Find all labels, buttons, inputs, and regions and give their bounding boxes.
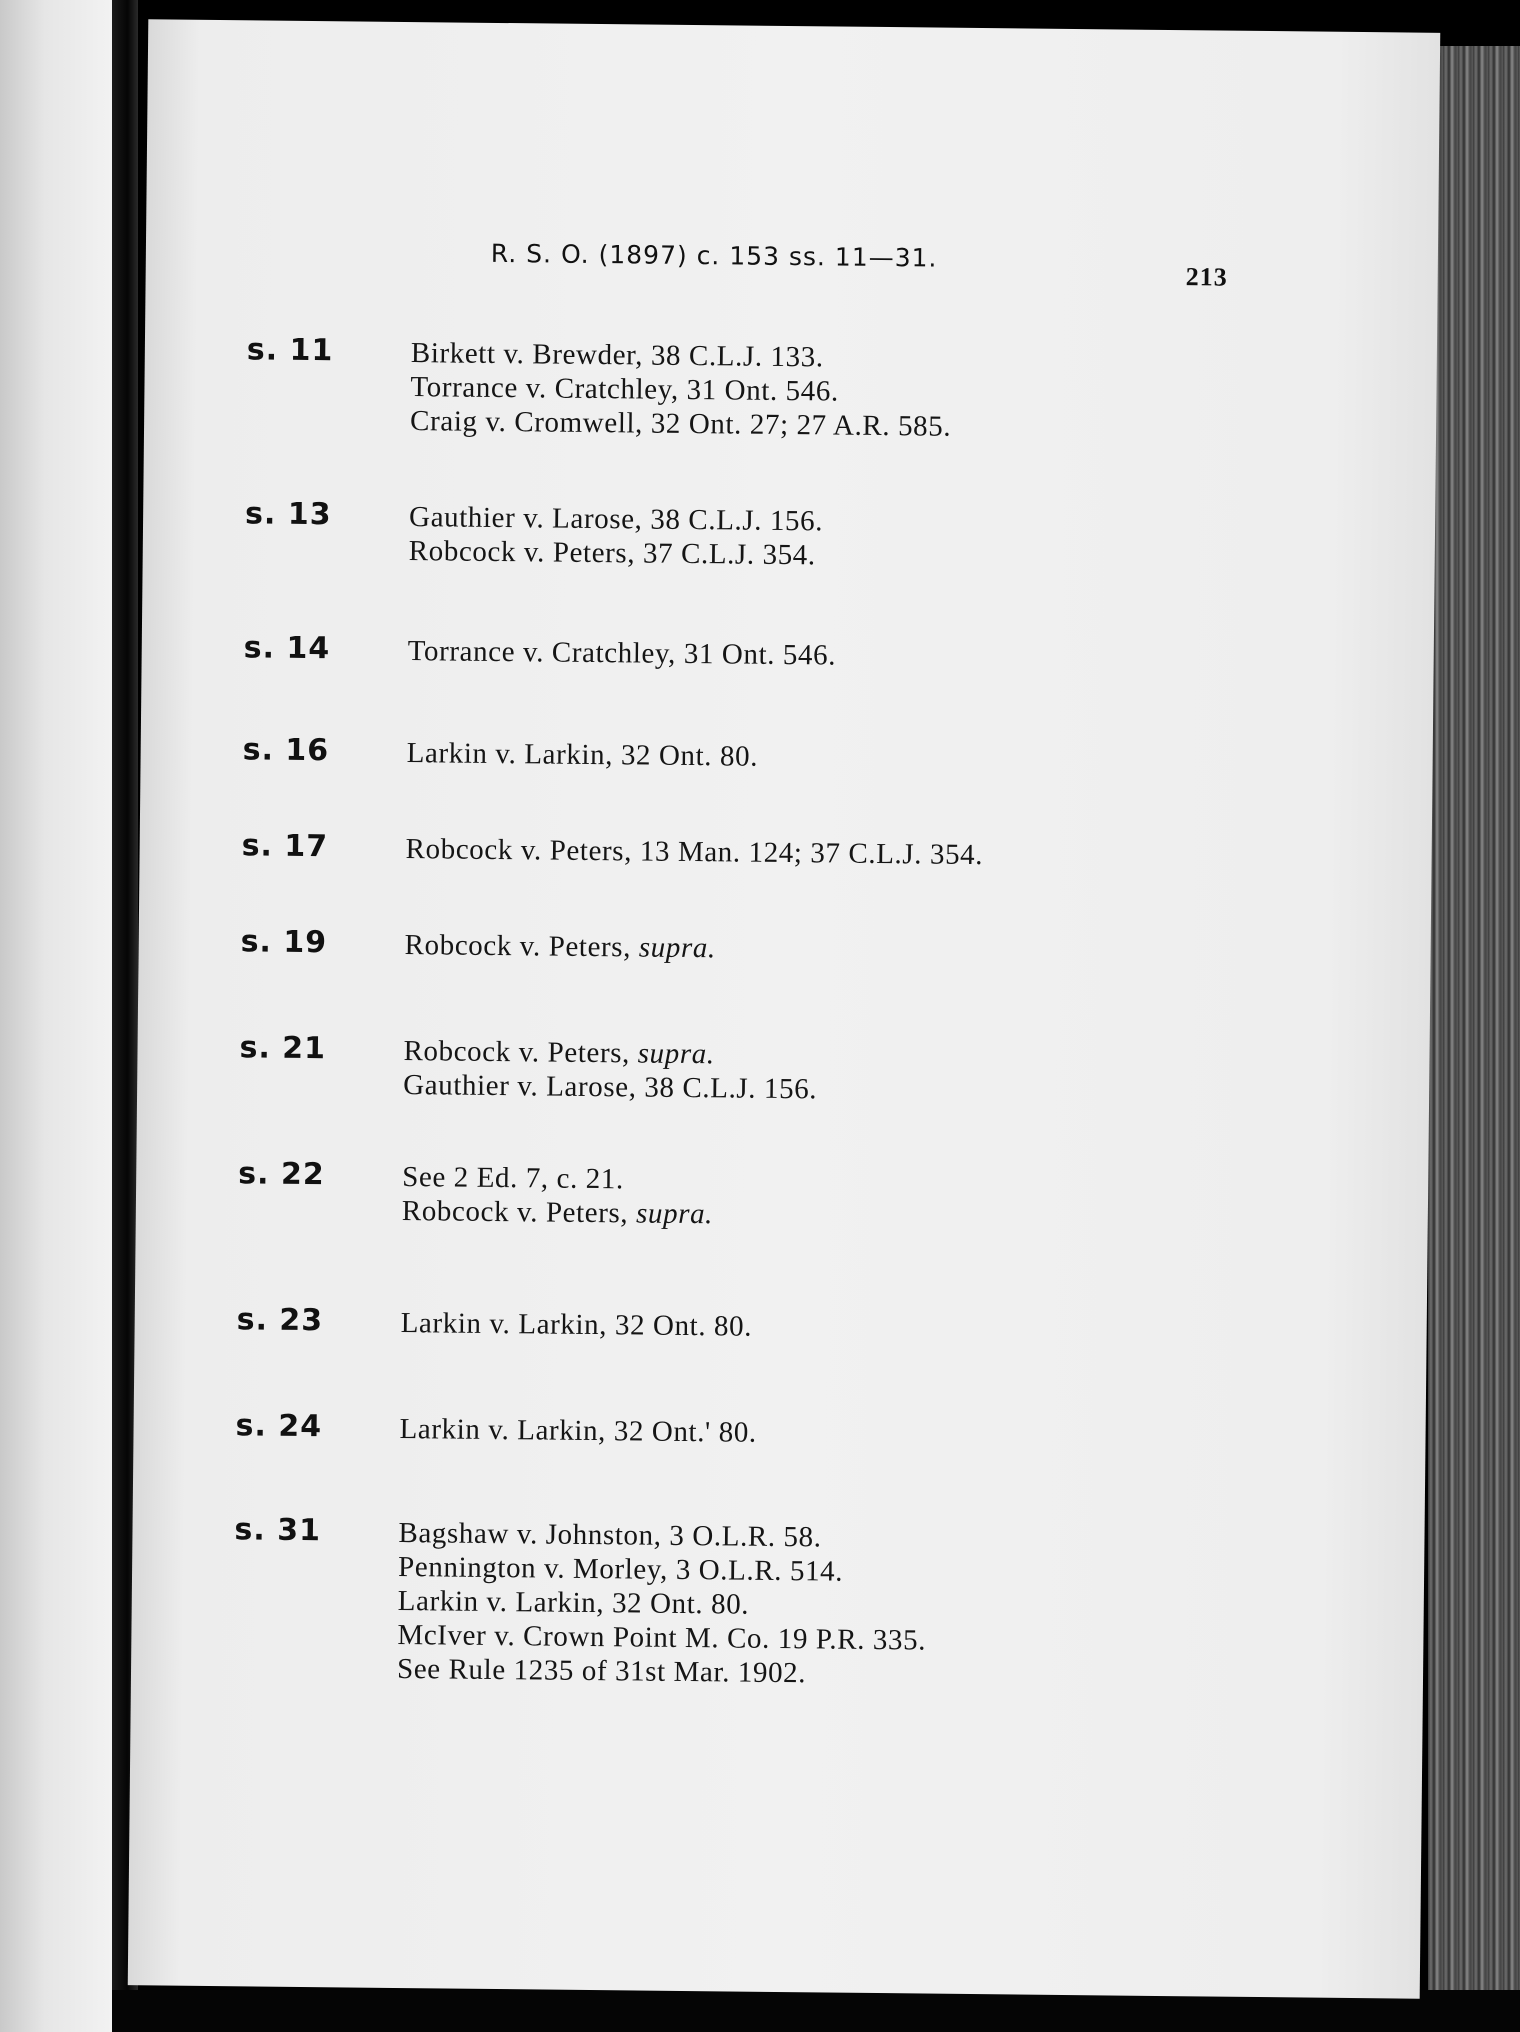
citation-line: Gauthier v. Larose, 38 C.L.J. 156. — [408, 501, 824, 538]
citation-line: See Rule 1235 of 31st Mar. 1902. — [396, 1652, 807, 1690]
citation-supra: supra. — [638, 931, 716, 965]
running-title: R. S. O. (1897) c. 153 ss. 11—31. — [490, 238, 938, 273]
citations — [405, 832, 983, 872]
citations — [399, 1412, 757, 1450]
citation-line: Bagshaw v. Johnston, 3 O.L.R. 58. — [398, 1516, 822, 1554]
citation-line: Torrance v. Cratchley, 31 Ont. 546. — [407, 635, 837, 672]
citations — [408, 634, 837, 672]
citations — [409, 500, 824, 572]
citation-text: Robcock v. Peters, — [403, 1035, 638, 1070]
citation-line: Birkett v. Brewder, 38 C.L.J. 133. — [410, 337, 824, 374]
section-entry — [145, 331, 1437, 443]
section-label: s. 22 — [238, 1156, 325, 1193]
citation-line — [404, 928, 715, 965]
citation-line: McIver v. Crown Point M. Co. 19 P.R. 335. — [397, 1618, 927, 1657]
section-entry — [138, 1029, 1430, 1106]
section-label: s. 11 — [246, 332, 334, 369]
citation-line: Gauthier v. Larose, 38 C.L.J. 156. — [403, 1069, 818, 1106]
section-label: s. 13 — [244, 496, 332, 533]
citations — [402, 1160, 714, 1231]
section-entry — [135, 1301, 1427, 1343]
section-entry — [141, 731, 1433, 773]
citation-line: Larkin v. Larkin, 32 Ont. 80. — [406, 737, 759, 773]
citation-line: See 2 Ed. 7, c. 21. — [402, 1161, 624, 1196]
citation-text: Robcock v. Peters, — [401, 1195, 637, 1230]
section-entry — [143, 495, 1435, 572]
citations — [397, 1516, 927, 1692]
citations — [403, 1034, 818, 1106]
section-label: s. 19 — [240, 924, 328, 961]
citation-line: Pennington v. Morley, 3 O.L.R. 514. — [397, 1550, 844, 1588]
citation-line: Larkin v. Larkin, 32 Ont.' 80. — [399, 1412, 757, 1449]
section-label: s. 21 — [239, 1030, 327, 1067]
section-label: s. 24 — [235, 1408, 323, 1445]
section-label: s. 23 — [236, 1302, 324, 1339]
citation-line: Torrance v. Cratchley, 31 Ont. 546. — [410, 371, 839, 408]
citation-supra: supra. — [637, 1037, 715, 1071]
book-page — [128, 19, 1441, 1998]
citation-text: Robcock v. Peters, — [404, 929, 640, 964]
section-entry — [136, 1155, 1428, 1231]
citation-line: Larkin v. Larkin, 32 Ont. 80. — [400, 1307, 753, 1343]
section-label: s. 16 — [242, 732, 330, 769]
citations — [406, 736, 758, 774]
citation-line: Larkin v. Larkin, 32 Ont. 80. — [397, 1584, 750, 1621]
citation-supra: supra. — [635, 1197, 714, 1231]
citations — [401, 1306, 753, 1344]
citation-line — [403, 1034, 817, 1072]
citation-line: Craig v. Cromwell, 32 Ont. 27; 27 A.R. 585. — [409, 405, 952, 443]
section-label: s. 14 — [243, 630, 331, 667]
running-header — [146, 235, 1438, 292]
section-entry — [133, 1511, 1425, 1690]
citations — [404, 928, 715, 965]
section-entry — [142, 629, 1434, 672]
citations — [410, 336, 952, 444]
page-stack-edge — [1428, 46, 1520, 2032]
section-entry — [134, 1407, 1426, 1449]
section-entry — [139, 923, 1431, 965]
page-number: 213 — [1185, 262, 1228, 292]
citation-line: Robcock v. Peters, 37 C.L.J. 354. — [408, 535, 816, 572]
section-label: s. 17 — [241, 828, 329, 865]
section-entry — [140, 827, 1432, 872]
left-page-edge — [0, 0, 112, 2032]
citation-line — [402, 1194, 713, 1231]
section-label: s. 31 — [234, 1512, 322, 1549]
citation-line: Robcock v. Peters, 13 Man. 124; 37 C.L.J. 354. — [405, 833, 984, 872]
